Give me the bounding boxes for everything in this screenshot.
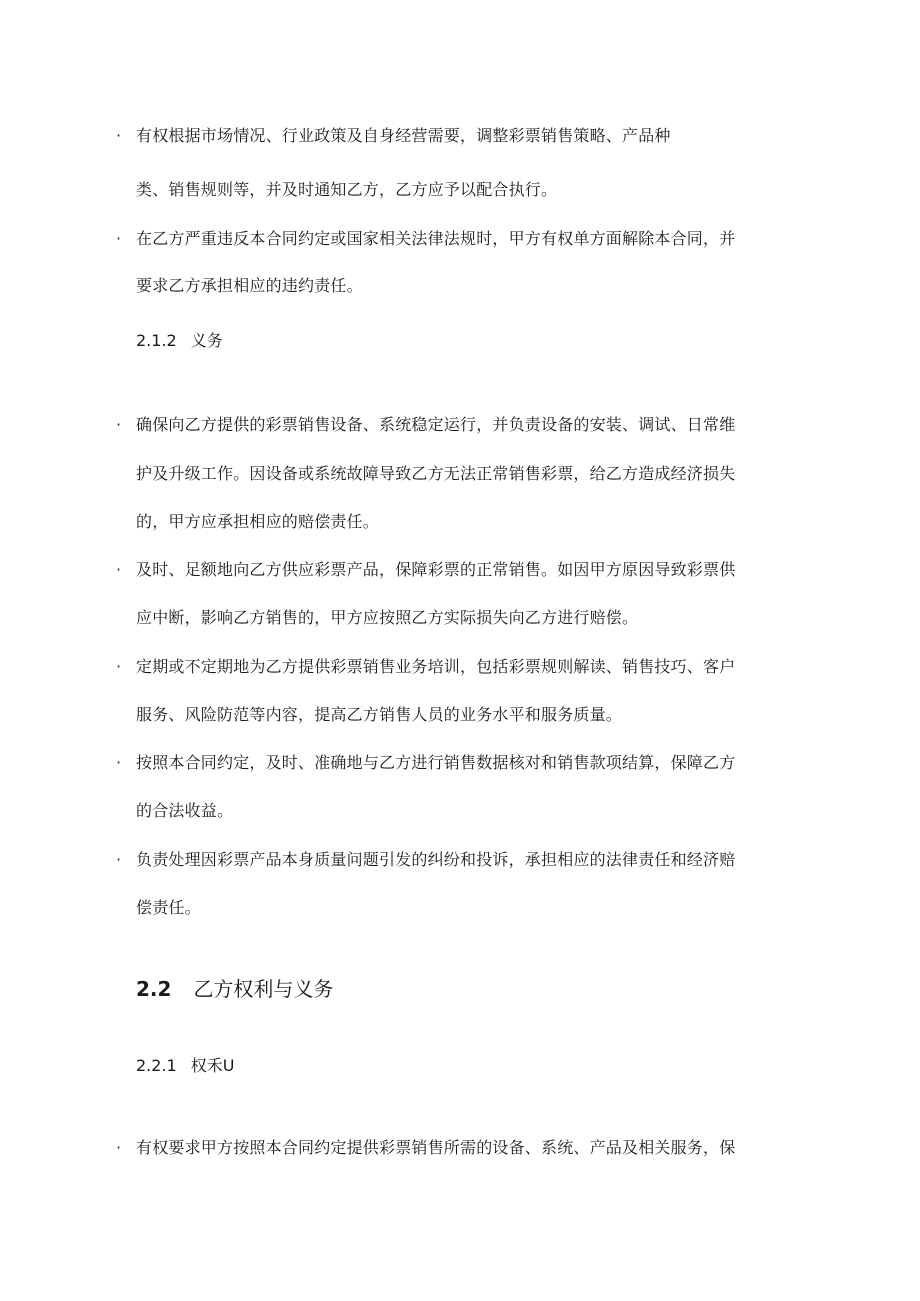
bullet-marker: · (116, 850, 122, 869)
paragraph-line: 偿责任。 (136, 898, 201, 917)
paragraph-line: 类、销售规则等，并及时通知乙方，乙方应予以配合执行。 (136, 180, 558, 199)
bullet-marker: · (116, 753, 122, 772)
paragraph-line: 有权要求甲方按照本合同约定提供彩票销售所需的设备、系统、产品及相关服务，保 (136, 1138, 736, 1157)
section-number: 2.2 (136, 977, 172, 1001)
paragraph-line: 的，甲方应承担相应的赔偿责任。 (136, 512, 380, 531)
paragraph-line: 定期或不定期地为乙方提供彩票销售业务培训，包括彩票规则解读、销售技巧、客户 (136, 657, 736, 676)
paragraph-line: 要求乙方承担相应的违约责任。 (136, 276, 363, 295)
bullet-marker: · (116, 560, 122, 579)
paragraph-line: 及时、足额地向乙方供应彩票产品，保障彩票的正常销售。如因甲方原因导致彩票供 (136, 560, 736, 579)
bullet-marker: · (116, 657, 122, 676)
section-title: 权禾U (190, 1056, 235, 1075)
bullet-marker: · (116, 229, 122, 248)
section-number: 2.2.1 (136, 1056, 177, 1075)
paragraph-line: 的合法收益。 (136, 801, 234, 820)
section-heading-2-2-1 (136, 1056, 234, 1076)
paragraph-line: 负责处理因彩票产品本身质量问题引发的纠纷和投诉，承担相应的法律责任和经济赔 (136, 850, 736, 869)
paragraph-line: 在乙方严重违反本合同约定或国家相关法律法规时，甲方有权单方面解除本合同，并 (136, 229, 736, 248)
paragraph-line: 应中断，影响乙方销售的，甲方应按照乙方实际损失向乙方进行赔偿。 (136, 608, 639, 627)
paragraph-line: 护及升级工作。因设备或系统故障导致乙方无法正常销售彩票，给乙方造成经济损失 (136, 464, 736, 483)
section-heading-2-1-2 (136, 331, 223, 351)
bullet-marker: · (116, 1138, 122, 1157)
bullet-marker: · (116, 415, 122, 434)
section-heading-2-2 (136, 976, 333, 1002)
paragraph-line: 有权根据市场情况、行业政策及自身经营需要，调整彩票销售策略、产品种 (136, 126, 671, 145)
bullet-marker: · (116, 126, 122, 145)
section-title: 乙方权利与义务 (193, 977, 334, 1001)
section-number: 2.1.2 (136, 331, 177, 350)
paragraph-line: 按照本合同约定，及时、准确地与乙方进行销售数据核对和销售款项结算，保障乙方 (136, 753, 736, 772)
paragraph-line: 服务、风险防范等内容，提高乙方销售人员的业务水平和服务质量。 (136, 705, 623, 724)
paragraph-line: 确保向乙方提供的彩票销售设备、系统稳定运行，并负责设备的安装、调试、日常维 (136, 415, 736, 434)
section-title: 义务 (190, 331, 223, 350)
